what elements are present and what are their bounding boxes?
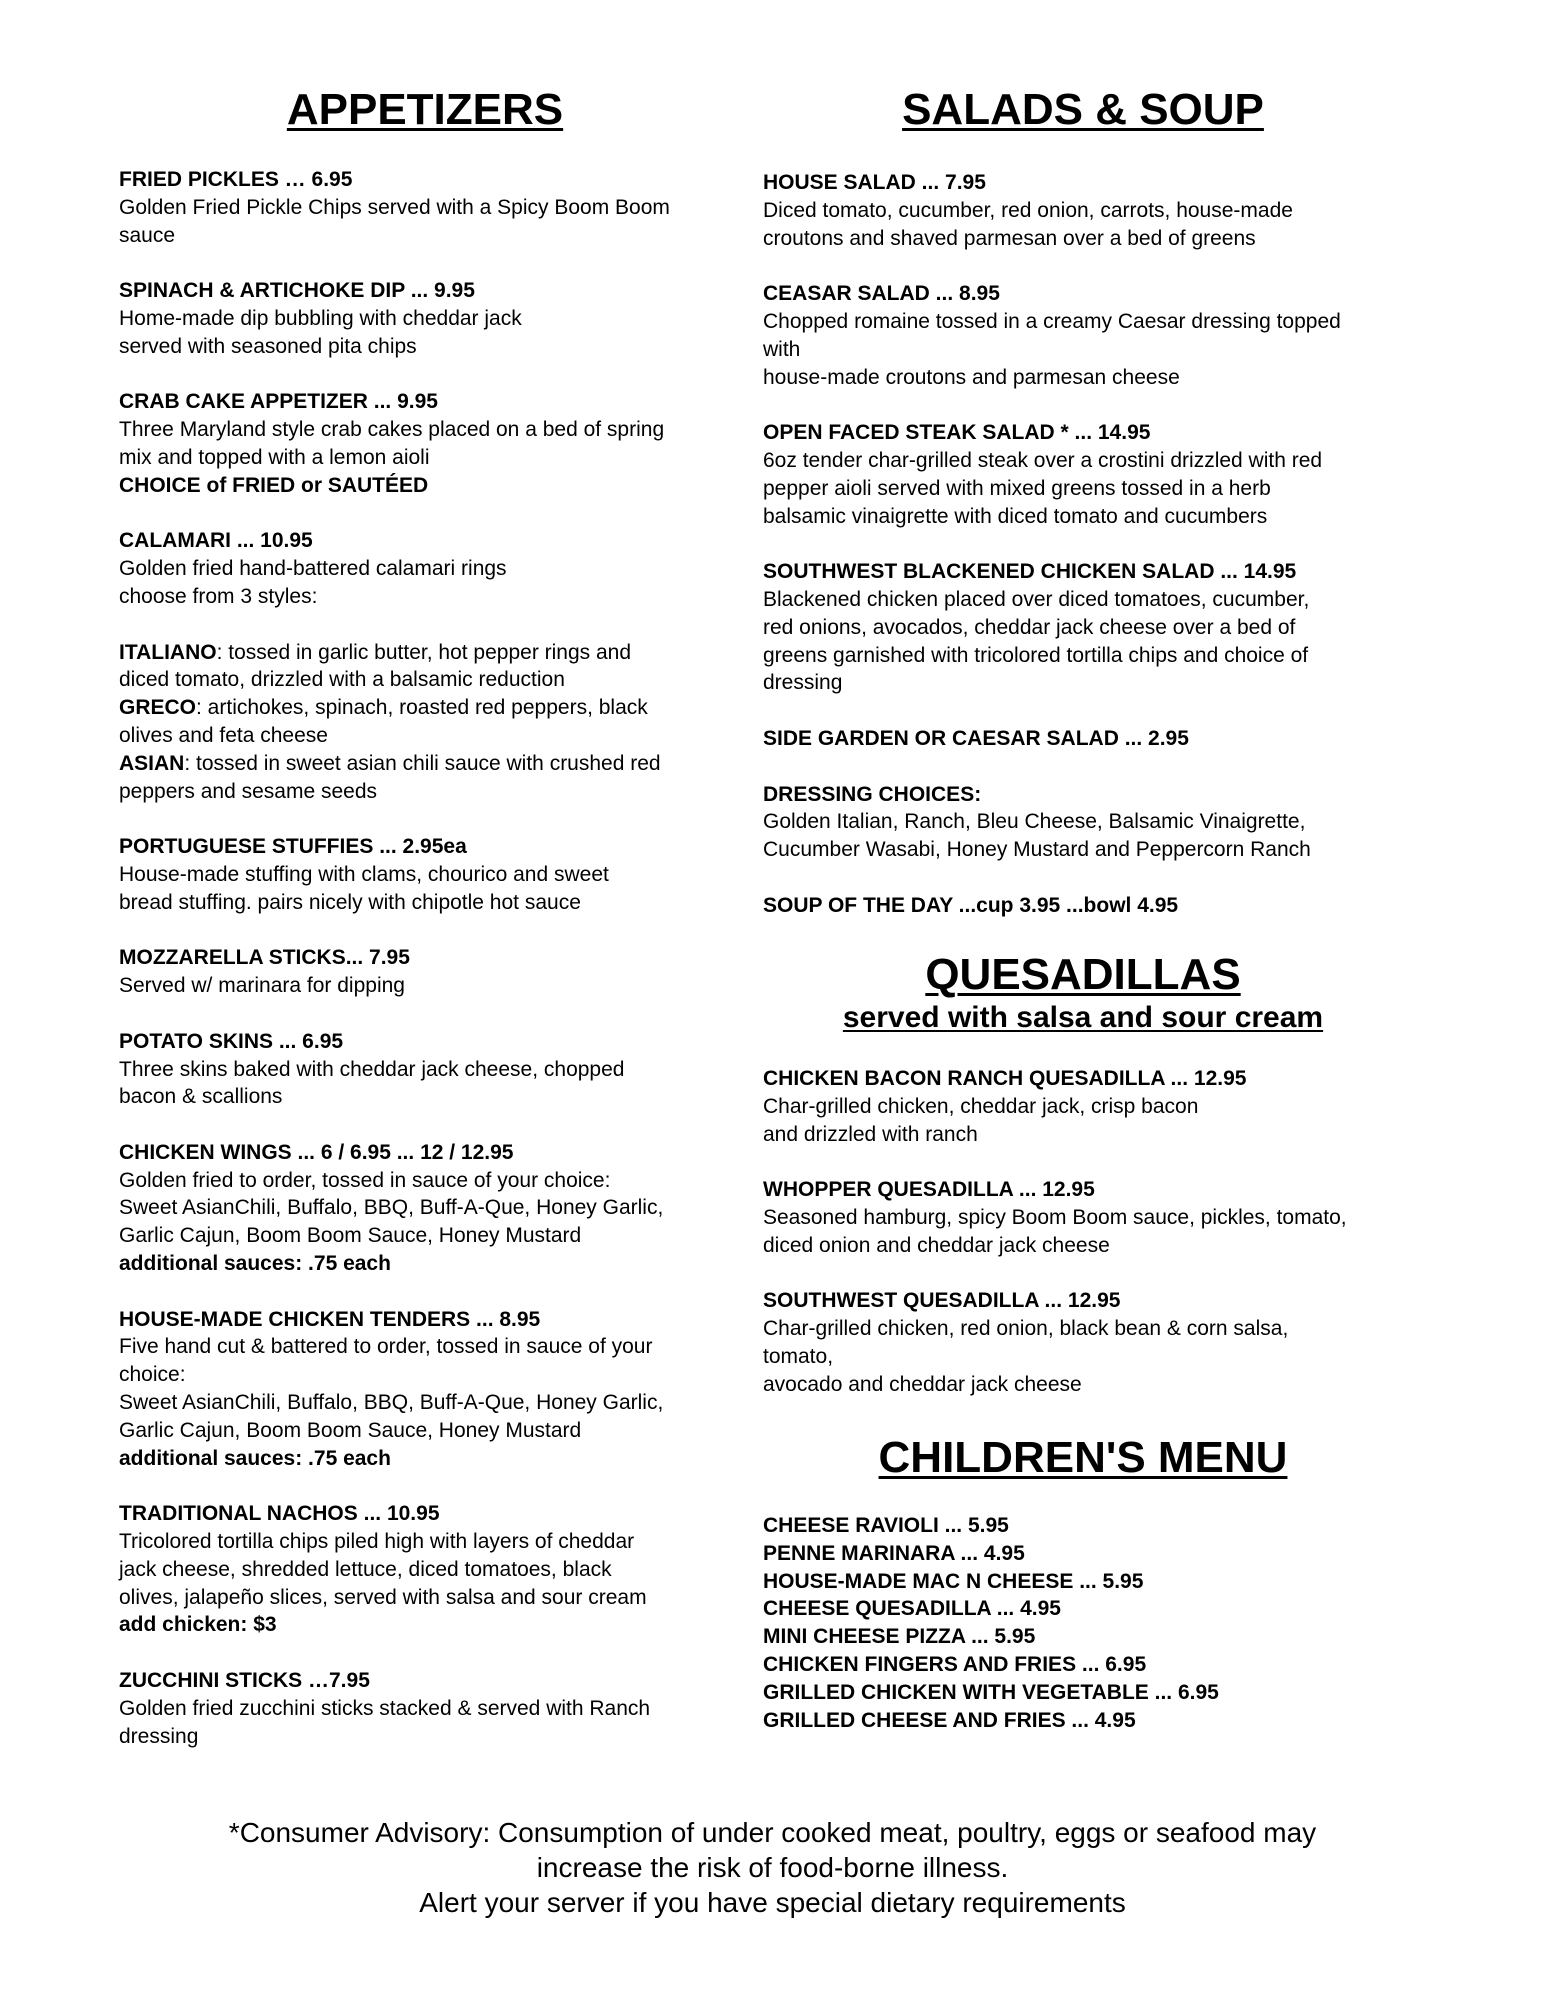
menu-item-fried-pickles [119,166,734,249]
item-title: HOUSE SALAD ... 7.95 [763,171,986,194]
calamari-styles [119,639,734,806]
item-title: ZUCCHINI STICKS …7.95 [119,1669,370,1693]
advisory-line-3: Alert your server if you have special dietary requirements [419,1887,1126,1918]
menu-item-dressing-choices [763,781,1423,864]
appetizers-list [119,166,734,1778]
item-note: additional sauces: .75 each [119,1446,391,1470]
quesadillas-subtitle: served with salsa and sour cream [842,1001,1324,1034]
menu-item-portuguese-stuffies [119,833,734,916]
item-description: Chopped romaine tossed in a creamy Caesar dressing topped with house-made croutons and parmesan cheese [763,309,1341,389]
item-note: CHOICE of FRIED or SAUTÉED [119,473,429,497]
menu-item-chicken-wings [119,1139,734,1278]
advisory-line-2: increase the risk of food-borne illness. [536,1852,1009,1883]
item-title: POTATO SKINS ... 6.95 [119,1029,344,1053]
style-description: : tossed in garlic butter, hot pepper rings and diced tomato, drizzled with a balsamic reduction [119,640,632,692]
item-description: Tricolored tortilla chips piled high with layers of cheddar jack cheese, shredded lettuce, diced tomatoes, black olives, jalapeño slices, served with salsa and sour cream [119,1530,647,1609]
menu-item-nachos [119,1500,734,1639]
menu-item-soup [763,892,1423,920]
menu-item-calamari [119,527,734,610]
item-description: Golden fried hand-battered calamari rings choose from 3 styles: [119,557,507,608]
calamari-style-asian [119,750,734,806]
item-description: Char-grilled chicken, cheddar jack, crisp bacon and drizzled with ranch [763,1094,1199,1146]
menu-item-southwest-quesadilla [763,1287,1423,1398]
item-description: Three Maryland style crab cakes placed on a bed of spring mix and topped with a lemon aioli [119,418,665,469]
item-title: CEASAR SALAD ... 8.95 [763,282,1000,306]
style-label: GRECO [119,696,197,720]
menu-item-mozzarella-sticks [119,944,734,1000]
item-description: Five hand cut & battered to order, tossed in sauce of your choice: Sweet AsianChili, Buffalo, BBQ, Buff-A-Que, Honey Garlic, Garlic Cajun, Boom Boom Sauce, Honey Mustard [119,1335,664,1442]
menu-item-potato-skins [119,1028,734,1111]
childrens-menu-list [763,1512,1423,1734]
item-title: SOUTHWEST QUESADILLA ... 12.95 [763,1289,1121,1313]
kids-item-mini-cheese-pizza: MINI CHEESE PIZZA ... 5.95 [763,1625,1036,1649]
item-title: SPINACH & ARTICHOKE DIP ... 9.95 [119,279,475,303]
item-description: Seasoned hamburg, spicy Boom Boom sauce, pickles, tomato, diced onion and cheddar jack cheese [763,1205,1347,1257]
menu-item-chicken-tenders [119,1306,734,1473]
item-title: SIDE GARDEN OR CAESAR SALAD ... 2.95 [763,726,1189,750]
item-description: Blackened chicken placed over diced tomatoes, cucumber, red onions, avocados, cheddar jack cheese over a bed of greens garnished with tricolored tortilla chips and choice of dressing [763,587,1310,695]
consumer-advisory [0,1815,1545,1920]
menu-item-house-salad [763,169,1423,252]
childrens-menu-heading: CHILDREN'S MENU [878,1433,1288,1482]
calamari-style-greco [119,694,734,750]
salads-list [763,169,1423,947]
item-description: Golden Fried Pickle Chips served with a Spicy Boom Boom sauce [119,195,670,247]
item-description: House-made stuffing with clams, chourico and sweet bread stuffing. pairs nicely with chipotle hot sauce [119,862,609,914]
kids-item-mac-n-cheese: HOUSE-MADE MAC N CHEESE ... 5.95 [763,1569,1144,1593]
item-note: add chicken: $3 [119,1613,277,1637]
item-description: Served w/ marinara for dipping [119,974,405,998]
item-description: Diced tomato, cucumber, red onion, carrots, house-made croutons and shaved parmesan over a bed of greens [763,198,1293,250]
kids-item-penne-marinara: PENNE MARINARA ... 4.95 [763,1541,1025,1565]
menu-item-caesar-salad [763,280,1423,391]
item-title: SOUTHWEST BLACKENED CHICKEN SALAD ... 14.95 [763,560,1297,584]
kids-item-grilled-chicken: GRILLED CHICKEN WITH VEGETABLE ... 6.95 [763,1680,1219,1704]
kids-item-grilled-cheese: GRILLED CHEESE AND FRIES ... 4.95 [763,1708,1136,1732]
item-title: HOUSE-MADE CHICKEN TENDERS ... 8.95 [119,1307,541,1331]
item-description: Golden Italian, Ranch, Bleu Cheese, Balsamic Vinaigrette, Cucumber Wasabi, Honey Mustard and Peppercorn Ranch [763,810,1311,862]
kids-item-cheese-ravioli: CHEESE RAVIOLI ... 5.95 [763,1514,1009,1537]
item-title: CALAMARI ... 10.95 [119,529,313,553]
style-description: : artichokes, spinach, roasted red peppers, black olives and feta cheese [119,696,648,747]
menu-item-crab-cake [119,388,734,499]
menu-item-zucchini-sticks [119,1667,734,1750]
menu-item-steak-salad [763,419,1423,530]
item-description: Golden fried to order, tossed in sauce of your choice: Sweet AsianChili, Buffalo, BBQ, Buff-A-Que, Honey Garlic, Garlic Cajun, Boom Boom Sauce, Honey Mustard [119,1168,664,1248]
item-title: CHICKEN BACON RANCH QUESADILLA ... 12.95 [763,1067,1247,1090]
kids-item-cheese-quesadilla: CHEESE QUESADILLA ... 4.95 [763,1597,1061,1621]
item-description: Home-made dip bubbling with cheddar jack served with seasoned pita chips [119,306,522,358]
style-description: : tossed in sweet asian chili sauce with crushed red peppers and sesame seeds [119,751,661,803]
style-label: ITALIANO [119,640,217,664]
item-title: CHICKEN WINGS ... 6 / 6.95 ... 12 / 12.95 [119,1140,514,1164]
item-description: Char-grilled chicken, red onion, black bean & corn salsa, tomato, avocado and cheddar jack cheese [763,1317,1289,1396]
menu-item-cbr-quesadilla [763,1065,1423,1148]
appetizers-heading: APPETIZERS [286,85,564,134]
menu-item-side-salad [763,725,1423,753]
salads-heading: SALADS & SOUP [902,85,1264,134]
item-title: MOZZARELLA STICKS... 7.95 [119,946,410,970]
item-title: DRESSING CHOICES: [763,782,982,806]
quesadillas-list [763,1065,1423,1426]
item-title: OPEN FACED STEAK SALAD * ... 14.95 [763,421,1151,445]
menu-item-whopper-quesadilla [763,1176,1423,1259]
item-title: WHOPPER QUESADILLA ... 12.95 [763,1178,1095,1202]
menu-item-southwest-salad [763,558,1423,697]
item-description: 6oz tender char-grilled steak over a crostini drizzled with red pepper aioli served with mixed greens tossed in a herb balsamic vinaigrette with diced tomato and cucumbers [763,448,1323,528]
menu-item-spinach-dip [119,277,734,360]
item-title: CRAB CAKE APPETIZER ... 9.95 [119,390,438,414]
style-label: ASIAN [119,751,185,775]
item-title: FRIED PICKLES … 6.95 [119,168,353,191]
advisory-line-1: *Consumer Advisory: Consumption of under cooked meat, poultry, eggs or seafood may [228,1817,1317,1848]
kids-item-chicken-fingers: CHICKEN FINGERS AND FRIES ... 6.95 [763,1652,1147,1676]
item-note: additional sauces: .75 each [119,1252,391,1276]
item-description: Golden fried zucchini sticks stacked & served with Ranch dressing [119,1696,651,1748]
item-title: PORTUGUESE STUFFIES ... 2.95ea [119,835,467,859]
item-title: TRADITIONAL NACHOS ... 10.95 [119,1502,440,1526]
item-description: Three skins baked with cheddar jack cheese, chopped bacon & scallions [119,1057,625,1109]
calamari-style-italiano [119,639,734,695]
item-title: SOUP OF THE DAY ...cup 3.95 ...bowl 4.95 [763,893,1179,917]
quesadillas-heading: QUESADILLAS [925,950,1241,999]
